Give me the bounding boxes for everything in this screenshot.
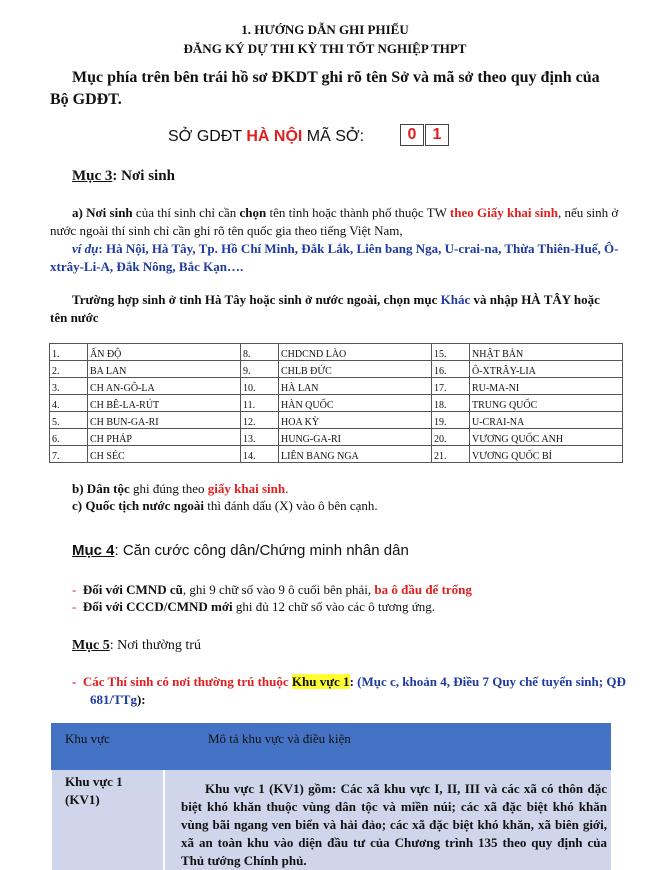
- country-number: 1.: [50, 344, 88, 361]
- country-number: 20.: [432, 429, 470, 446]
- country-row: [50, 395, 623, 412]
- country-name: VƯƠNG QUỐC ANH: [470, 429, 623, 446]
- country-number: 12.: [241, 412, 279, 429]
- intro-paragraph: Mục phía trên bên trái hồ sơ ĐKDT ghi rõ tên Sở và mã sở theo quy định của Bộ GDĐT.: [50, 69, 600, 108]
- khu-vuc-1-highlight: Khu vực 1: [291, 674, 350, 689]
- country-number: 8.: [241, 344, 279, 361]
- so-line: [168, 128, 364, 146]
- country-name: HOA KỲ: [279, 412, 432, 429]
- country-name: CH PHÁP: [88, 429, 241, 446]
- country-number: 6.: [50, 429, 88, 446]
- country-row: [50, 412, 623, 429]
- muc4-item-2: - Đối với CCCD/CMND mới ghi đủ 12 chữ số vào các ô tương ứng.: [72, 599, 436, 614]
- title-line-2: ĐĂNG KÝ DỰ THI KỲ THI TỐT NGHIỆP THPT: [183, 41, 467, 56]
- country-name: HÀN QUỐC: [279, 395, 432, 412]
- country-row: [50, 361, 623, 378]
- country-name: VƯƠNG QUỐC BỈ: [470, 446, 623, 463]
- kv-row1-col1: Khu vực 1 (KV1): [65, 774, 123, 807]
- country-table-body: [50, 344, 623, 463]
- kv-row1-col2: Khu vực 1 (KV1) gồm: Các xã khu vực I, II, III và các xã có thôn đặc biệt khó khăn thuộc vùng dân tộc và miền núi; các xã đặc biệt khó khăn vùng bãi ngang ven biển và hải đảo; các xã đặc biệt khó khăn, xã biên giới, xã an toàn khu vào diện đầu tư của Chương trình 135 theo quy định của Thủ tướng Chính phủ.: [181, 781, 607, 868]
- ma-so-label: MÃ SỞ:: [306, 128, 365, 145]
- country-number: 13.: [241, 429, 279, 446]
- muc5-item-1: - Các Thí sinh có nơi thường trú thuộc Khu vực 1: (Mục c, khoản 4, Điều 7 Quy chế tuyển sinh; QĐ 681/TTg):: [72, 674, 626, 707]
- country-name: HUNG-GA-RI: [279, 429, 432, 446]
- muc3-b: b) Dân tộc ghi đúng theo giấy khai sinh.: [72, 481, 289, 496]
- muc5-heading: Mục 5: Nơi thường trú: [72, 638, 201, 653]
- code-digit-2: 1: [425, 124, 449, 146]
- country-number: 9.: [241, 361, 279, 378]
- country-number: 17.: [432, 378, 470, 395]
- country-number: 14.: [241, 446, 279, 463]
- country-number: 3.: [50, 378, 88, 395]
- country-name: NHẬT BẢN: [470, 344, 623, 361]
- country-name: ẤN ĐỘ: [88, 344, 241, 361]
- country-name: RU-MA-NI: [470, 378, 623, 395]
- muc3-heading-text: : Nơi sinh: [112, 168, 175, 184]
- country-name: CH BUN-GA-RI: [88, 412, 241, 429]
- so-label: SỞ GDĐT: [168, 128, 242, 145]
- country-number: 21.: [432, 446, 470, 463]
- country-name: CH AN-GÔ-LA: [88, 378, 241, 395]
- country-name: BA LAN: [88, 361, 241, 378]
- muc3-a-label: a) Nơi sinh: [72, 205, 133, 220]
- muc3-case: Trường hợp sinh ở tỉnh Hà Tây hoặc sinh ở nước ngoài, chọn mục Khác và nhập HÀ TÂY hoặc tên nước: [50, 292, 600, 325]
- country-number: 4.: [50, 395, 88, 412]
- country-row: [50, 446, 623, 463]
- kv-column-divider: [163, 770, 165, 870]
- country-number: 5.: [50, 412, 88, 429]
- country-number: 11.: [241, 395, 279, 412]
- country-number: 19.: [432, 412, 470, 429]
- country-row: [50, 429, 623, 446]
- muc3-c: c) Quốc tịch nước ngoài thì đánh dấu (X) vào ô bên cạnh.: [72, 498, 378, 513]
- muc4-item-1: - Đối với CMND cũ, ghi 9 chữ số vào 9 ô cuối bên phải, ba ô đầu để trống: [72, 582, 472, 597]
- country-number: 18.: [432, 395, 470, 412]
- country-name: TRUNG QUỐC: [470, 395, 623, 412]
- country-name: CH SÉC: [88, 446, 241, 463]
- country-name: Ô-XTRÂY-LIA: [470, 361, 623, 378]
- country-name: HÀ LAN: [279, 378, 432, 395]
- muc3-vidu: ví dụ: Hà Nội, Hà Tây, Tp. Hồ Chí Minh, Đắk Lắk, Liên bang Nga, U-crai-na, Thừa Thiên-Huế, Ô-xtrây-Li-A, Đắk Nông, Bắc Kạn….: [50, 241, 619, 274]
- muc3-a-paragraph: a) Nơi sinh của thí sinh chỉ cần chọn tên tỉnh hoặc thành phố thuộc TW theo Giấy khai sinh, nếu sinh ở nước ngoài thí sinh chỉ cần ghi rõ tên quốc gia theo tiếng Việt Nam,: [50, 205, 619, 238]
- so-city: HÀ NỘI: [246, 128, 303, 145]
- country-number: 10.: [241, 378, 279, 395]
- country-name: CHDCND LÀO: [279, 344, 432, 361]
- code-digit-1: 0: [400, 124, 424, 146]
- title-line-1: 1. HƯỚNG DẪN GHI PHIẾU: [241, 22, 409, 37]
- country-name: CH BÊ-LA-RÚT: [88, 395, 241, 412]
- country-name: CHLB ĐỨC: [279, 361, 432, 378]
- muc3-heading-num: Mục 3: [72, 168, 113, 184]
- country-row: [50, 378, 623, 395]
- kv-header-col1: Khu vực: [65, 731, 110, 746]
- kv-header-col2: Mô tả khu vực và điều kiện: [208, 731, 351, 746]
- country-row: [50, 344, 623, 361]
- muc3-heading: [72, 168, 175, 185]
- muc4-heading: Mục 4: Căn cước công dân/Chứng minh nhân dân: [72, 542, 409, 559]
- country-number: 2.: [50, 361, 88, 378]
- country-number: 7.: [50, 446, 88, 463]
- country-number: 15.: [432, 344, 470, 361]
- country-name: LIÊN BANG NGA: [279, 446, 432, 463]
- country-number: 16.: [432, 361, 470, 378]
- country-name: U-CRAI-NA: [470, 412, 623, 429]
- country-table: [49, 343, 623, 463]
